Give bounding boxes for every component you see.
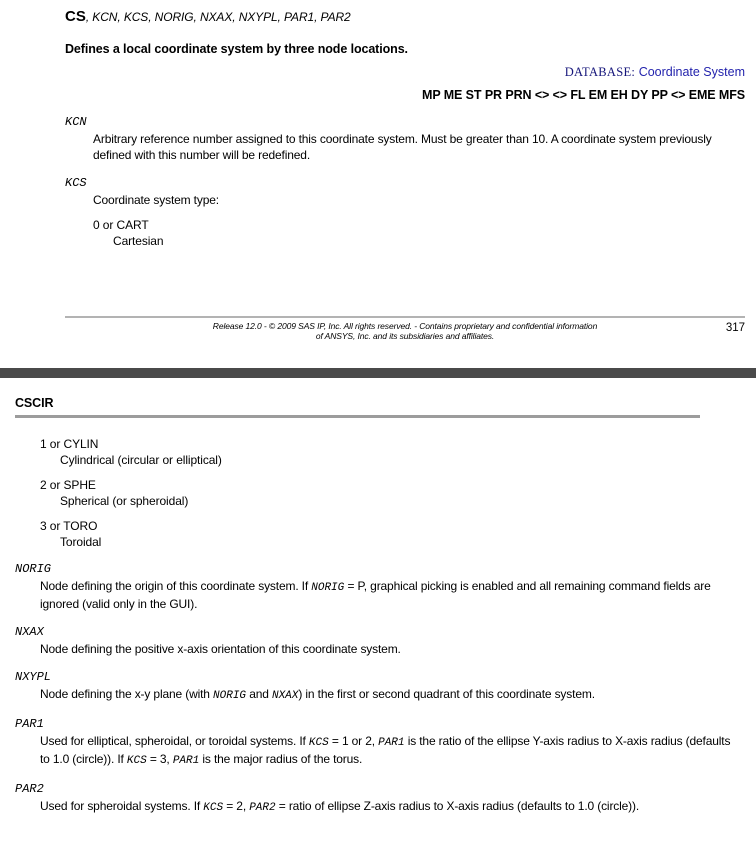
product-codes: MP ME ST PR PRN <> <> FL EM EH DY PP <> EME MFS — [422, 88, 745, 102]
option-cart — [93, 218, 745, 248]
command-summary: Defines a local coordinate system by three node locations. — [65, 42, 408, 56]
param-par1 — [15, 717, 740, 769]
param-desc: Node defining the x-y plane (with NORIG and NXAX) in the first or second quadrant of this coordinate system. — [40, 687, 595, 702]
param-par2 — [15, 782, 740, 816]
option-value: 1 or CYLIN — [40, 437, 99, 451]
param-name: NXYPL — [15, 670, 52, 684]
doc-page-318 — [0, 378, 756, 857]
running-header-title: CSCIR — [15, 396, 54, 410]
doc-page-317 — [0, 0, 756, 368]
option-value: 2 or SPHE — [40, 478, 96, 492]
option-value: 0 or CART — [93, 218, 149, 232]
database-label: DATABASE: — [564, 65, 636, 79]
footer-rule — [65, 316, 745, 318]
param-name: PAR2 — [15, 782, 44, 796]
param-kcn — [65, 115, 745, 163]
param-name: KCN — [65, 115, 87, 129]
param-desc: Used for spheroidal systems. If KCS = 2, PAR2 = ratio of ellipse Z-axis radius to X-axis radius (defaults to 1.0 (circle)). — [40, 799, 640, 814]
param-kcs — [65, 176, 745, 208]
footer-line1: Release 12.0 - © 2009 SAS IP, Inc. All rights reserved. - Contains proprietary and confidential information — [212, 321, 598, 331]
param-name: PAR1 — [15, 717, 44, 731]
param-name: KCS — [65, 176, 87, 190]
option-label: Cartesian — [113, 234, 164, 248]
running-header-rule — [15, 415, 700, 418]
page-number: 317 — [725, 322, 745, 334]
database-link[interactable]: Coordinate System — [638, 65, 745, 79]
option-sphe — [40, 478, 740, 508]
param-norig — [15, 562, 740, 612]
footer-line2: of ANSYS, Inc. and its subsidiaries and affiliates. — [315, 331, 495, 341]
param-desc: Used for elliptical, spheroidal, or toroidal systems. If KCS = 1 or 2, PAR1 is the ratio of the ellipse Y-axis radius to X-axis radius (defaults to 1.0 (circle)). If KCS = 3, PAR1 is the major radius of the torus. — [40, 734, 731, 767]
option-cylin — [40, 437, 740, 467]
param-name: NORIG — [15, 562, 52, 576]
command-name: CS — [65, 8, 86, 25]
page-footer — [65, 316, 745, 341]
param-desc: Arbitrary reference number assigned to this coordinate system. Must be greater than 10. A coordinate system previously defined with this number will be redefined. — [93, 132, 712, 162]
database-line — [65, 65, 745, 80]
footer-copyright — [65, 321, 745, 341]
option-toro — [40, 519, 740, 549]
command-args: , KCN, KCS, NORIG, NXAX, NXYPL, PAR1, PAR2 — [85, 10, 351, 24]
param-desc: Node defining the positive x-axis orientation of this coordinate system. — [40, 642, 401, 656]
param-nxax — [15, 625, 740, 657]
option-label: Cylindrical (circular or elliptical) — [60, 453, 222, 467]
option-value: 3 or TORO — [40, 519, 98, 533]
option-label: Spherical (or spheroidal) — [60, 494, 189, 508]
option-label: Toroidal — [60, 535, 102, 549]
command-title — [65, 8, 745, 26]
param-name: NXAX — [15, 625, 44, 639]
param-desc: Node defining the origin of this coordinate system. If NORIG = P, graphical picking is enabled and all remaining command fields are ignored (valid only in the GUI). — [40, 579, 711, 611]
page-divider-bar — [0, 368, 756, 378]
param-desc: Coordinate system type: — [93, 193, 219, 207]
param-nxypl — [15, 670, 740, 704]
